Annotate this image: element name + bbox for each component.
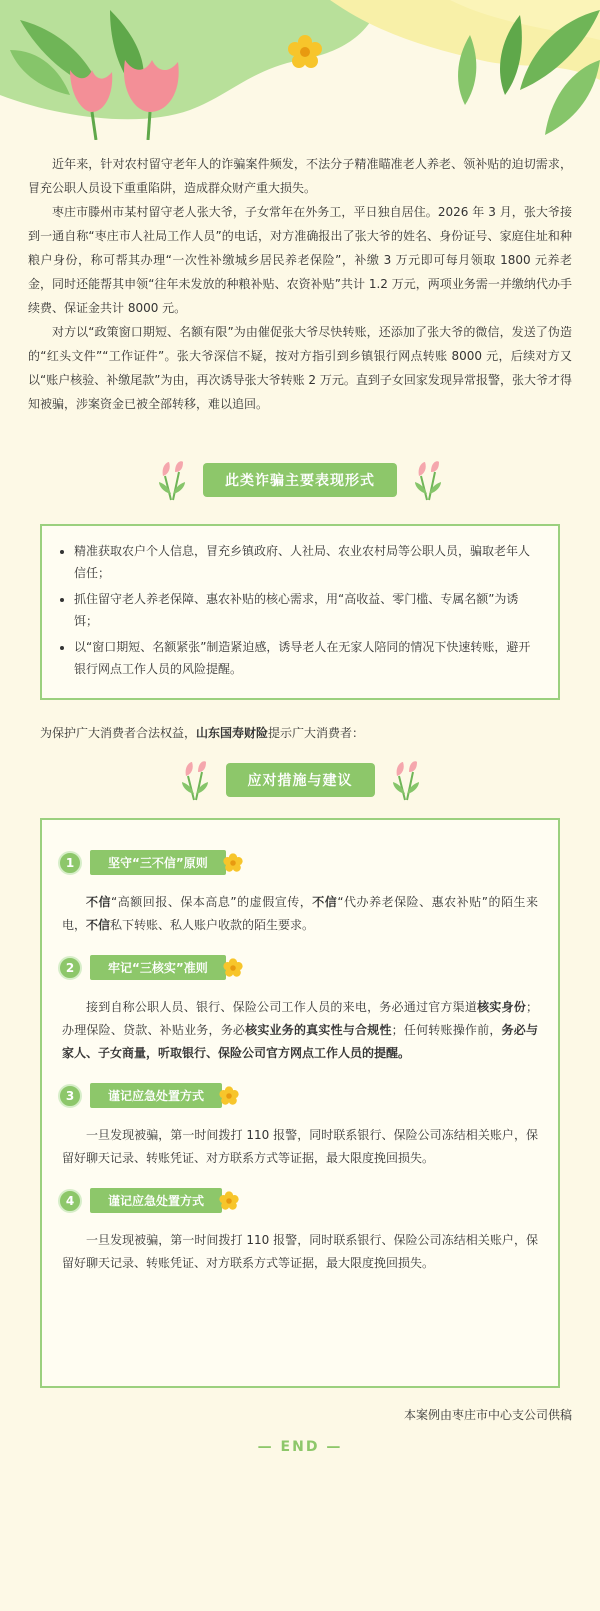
step-number: 1 [58, 851, 82, 875]
sunflower-icon [222, 852, 244, 874]
tulip-bouquet-icon [389, 758, 423, 802]
section2-title: 应对措施与建议 [226, 763, 375, 797]
consumer-notice-suffix: 提示广大消费者： [268, 726, 365, 740]
list-item: • 抓住留守老人养老保障、惠农补贴的核心需求，用“高收益、零门槛、专属名额”为诱饵； [74, 588, 538, 632]
list-item: • 以“窗口期短、名额紧张”制造紧迫感，诱导老人在无家人陪同的情况下快速转账，避开银行网点工作人员的风险提醒。 [74, 636, 538, 680]
source-note: 本案例由枣庄市中心支公司供稿 [403, 1408, 572, 1422]
step-number: 4 [58, 1189, 82, 1213]
step-text-2 [62, 996, 538, 1065]
step-label: 牢记“三核实”准则 [90, 955, 226, 980]
measures-box [40, 818, 560, 1388]
header-illustration [0, 0, 600, 140]
step-label: 谨记应急处置方式 [90, 1188, 222, 1213]
sunflower-icon [218, 1190, 240, 1212]
text: “高额回报、保本高息”的虚假宣传， [111, 895, 313, 909]
consumer-notice [40, 722, 560, 744]
section1-header [0, 458, 600, 502]
step-label: 谨记应急处置方式 [90, 1083, 222, 1108]
step-header-3 [58, 1083, 542, 1108]
tulip-bouquet-icon [178, 758, 212, 802]
article-paragraph-1: 近年来，针对农村留守老年人的诈骗案件频发，不法分子精准瞄准老人养老、领补贴的迫切需求，冒充公职人员设下重重陷阱，造成群众财产重大损失。 [28, 157, 572, 195]
step-number: 2 [58, 956, 82, 980]
fraud-forms-list [58, 540, 538, 680]
text: 接到自称公职人员、银行、保险公司工作人员的来电，务必通过官方渠道 [86, 1000, 478, 1014]
step-header-1 [58, 850, 542, 875]
step-header-2 [58, 955, 542, 980]
step-header-4 [58, 1188, 542, 1213]
bold-text: 务必与家人、子女商量，听取银行、保险公司官方网点工作人员的提醒。 [62, 1023, 538, 1060]
bold-text: 核实业务的真实性与合规性 [245, 1023, 392, 1037]
article-paragraph-2: 枣庄市滕州市某村留守老人张大爷，子女常年在外务工，平日独自居住。2026 年 3 月，张大爷接到一通自称“枣庄市人社局工作人员”的电话，对方准确报出了张大爷的姓名、身份证号、家庭住址和种粮户身份，称可帮其办理“一次性补缴城乡居民养老保险”，补缴 3 万元即可每月领取 1800 元养老金，同时还能帮其申领“往年未发放的种粮补贴、农资补贴”共计 1.2 万元，两项业务需一并缴纳代办手续费、保证金共计 8000 元。 [28, 205, 572, 315]
text: 私下转账、私人账户收款的陌生要求。 [110, 918, 315, 932]
section1-title: 此类诈骗主要表现形式 [203, 463, 397, 497]
bold-text: 核实身份 [477, 1000, 526, 1014]
step-text-1 [62, 891, 538, 937]
end-mark: — END — [257, 1439, 343, 1455]
bold-text: 不信 [86, 895, 112, 909]
bold-text: 不信 [312, 895, 338, 909]
company-name: 山东国寿财险 [196, 726, 269, 740]
step-label: 坚守“三不信”原则 [90, 850, 226, 875]
text: ；任何转账操作前， [391, 1023, 502, 1037]
fraud-forms-box [40, 524, 560, 700]
bold-text: 不信 [86, 918, 111, 932]
tulip-bouquet-icon [411, 458, 445, 502]
tulip-bouquet-icon [155, 458, 189, 502]
section2-header [0, 758, 600, 802]
list-item: • 精准获取农户个人信息，冒充乡镇政府、人社局、农业农村局等公职人员，骗取老年人信任； [74, 540, 538, 584]
sunflower-icon [222, 957, 244, 979]
consumer-notice-prefix: 为保护广大消费者合法权益， [40, 726, 197, 740]
content [0, 140, 600, 1455]
step-text-3: 一旦发现被骗，第一时间拨打 110 报警，同时联系银行、保险公司冻结相关账户，保留好聊天记录、转账凭证、对方联系方式等证据，最大限度挽回损失。 [62, 1128, 538, 1165]
step-number: 3 [58, 1084, 82, 1108]
text: “代办养老保险、惠农补贴”的陌生来电， [62, 895, 539, 932]
text: ；办理保险、贷款、补贴业务，务必 [62, 1000, 538, 1037]
sunflower-icon [218, 1085, 240, 1107]
step-text-4: 一旦发现被骗，第一时间拨打 110 报警，同时联系银行、保险公司冻结相关账户，保留好聊天记录、转账凭证、对方联系方式等证据，最大限度挽回损失。 [62, 1233, 538, 1270]
article-paragraph-3: 对方以“政策窗口期短、名额有限”为由催促张大爷尽快转账，还添加了张大爷的微信，发送了伪造的“红头文件”“工作证件”。张大爷深信不疑，按对方指引到乡镇银行网点转账 8000 元，后续对方又以“账户核验、补缴尾款”为由，再次诱导张大爷转账 2 万元。直到子女回家发现异常报警，张大爷才得知被骗，涉案资金已被全部转移，难以追回。 [28, 325, 572, 411]
